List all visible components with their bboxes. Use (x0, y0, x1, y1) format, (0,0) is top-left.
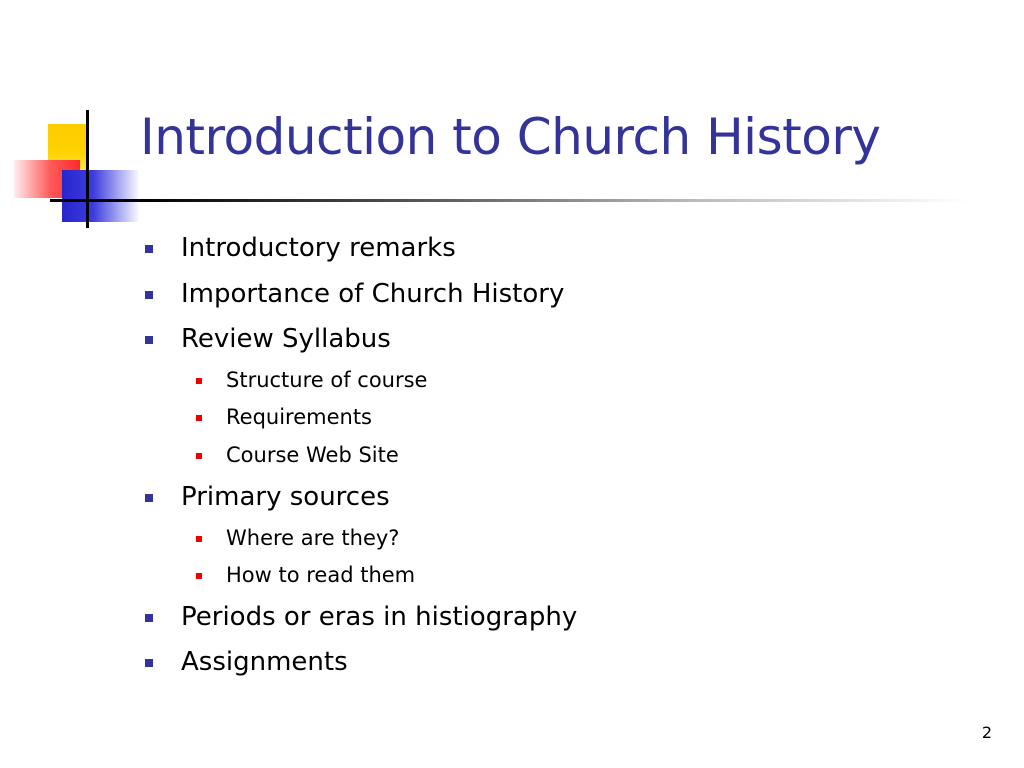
sub-bullet-item (226, 404, 372, 430)
sub-bullet-text: How to read them (226, 563, 416, 587)
logo-blue-square (62, 170, 140, 222)
bullet-text: Assignments (181, 647, 348, 677)
bullet-text: Review Syllabus (181, 324, 391, 354)
sub-bullet-item (226, 367, 427, 393)
square-bullet-icon (145, 336, 153, 344)
sub-bullet-text: Structure of course (226, 368, 428, 392)
square-sub-bullet-icon (196, 573, 202, 579)
bullet-item (181, 646, 348, 678)
square-sub-bullet-icon (196, 453, 202, 459)
square-sub-bullet-icon (196, 536, 202, 542)
sub-bullet-text: Where are they? (226, 526, 400, 550)
square-bullet-icon (145, 291, 153, 299)
square-bullet-icon (145, 659, 153, 667)
bullet-item (181, 278, 564, 310)
bullet-item (181, 601, 577, 633)
square-bullet-icon (145, 614, 153, 622)
sub-bullet-item (226, 562, 415, 588)
bullet-item (181, 323, 391, 355)
square-sub-bullet-icon (196, 415, 202, 421)
logo-vertical-line (86, 110, 89, 228)
square-bullet-icon (145, 245, 153, 253)
square-bullet-icon (145, 494, 153, 502)
square-sub-bullet-icon (196, 378, 202, 384)
bullet-item (181, 232, 456, 264)
bullet-text: Introductory remarks (181, 233, 456, 263)
bullet-text: Periods or eras in histiography (181, 602, 578, 632)
bullet-item (181, 481, 390, 513)
sub-bullet-item (226, 525, 399, 551)
title-underline (50, 199, 970, 202)
page-number: 2 (981, 723, 992, 742)
sub-bullet-item (226, 442, 399, 468)
bullet-text: Importance of Church History (181, 279, 565, 309)
slide-title: Introduction to Church History (140, 108, 881, 166)
bullet-text: Primary sources (181, 482, 390, 512)
sub-bullet-text: Course Web Site (226, 443, 399, 467)
sub-bullet-text: Requirements (226, 405, 372, 429)
